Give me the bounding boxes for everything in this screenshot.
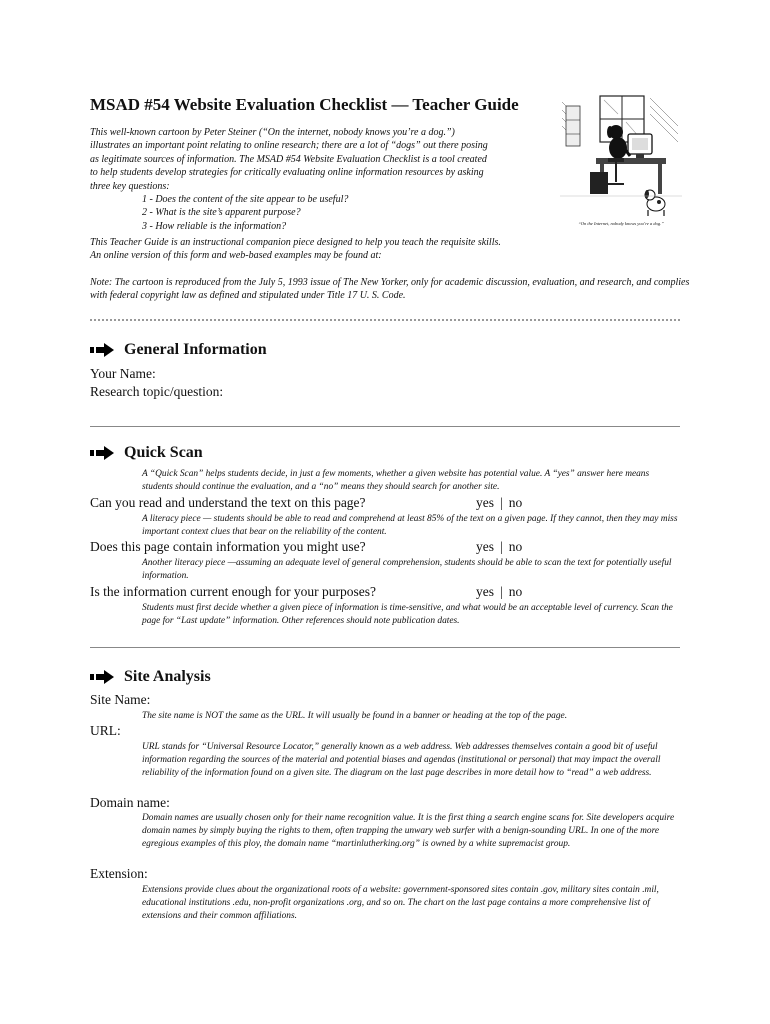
- intro-line: three key questions:: [90, 180, 170, 192]
- key-question: 1 - Does the content of the site appear to be useful?: [142, 194, 349, 206]
- no-option: no: [508, 495, 523, 510]
- cartoon-caption: “On the Internet, nobody knows you’re a dog.”: [578, 221, 664, 226]
- section-divider: [90, 426, 680, 427]
- yes-option: yes: [476, 495, 494, 510]
- no-option: no: [508, 584, 523, 599]
- arrow-right-icon: [90, 343, 114, 357]
- intro-line: as legitimate sources of information. The MSAD #54 Website Evaluation Checklist is a tool created: [90, 153, 487, 165]
- general-information-heading: [90, 339, 267, 361]
- copyright-note: Note: The cartoon is reproduced from the July 5, 1993 issue of The New Yorker, only for academic discussion, evaluation, and research, and complies with federal copyright law as defined and stipulated under Title 17 U. S. Code.: [90, 277, 690, 302]
- page-title: MSAD #54 Website Evaluation Checklist — Teacher Guide: [90, 95, 519, 114]
- site-name-field-label: Site Name:: [90, 692, 151, 707]
- intro-companion-text: [90, 236, 690, 263]
- yes-no-choice: [476, 584, 522, 600]
- quick-scan-help: A literacy piece — students should be able to read and comprehend at least 85% of the text on a given page. If they cannot, then they may miss important context clues that bear on the reliability of the content.: [142, 514, 678, 538]
- quick-scan-help: Students must first decide whether a given piece of information is time-sensitive, and what would be an acceptable level of currency. Scan the page for “Last update” information. Other references should note publication dates.: [142, 603, 673, 627]
- yes-option: yes: [476, 539, 494, 554]
- section-title: Site Analysis: [124, 668, 211, 685]
- extension-help: Extensions provide clues about the organizational roots of a website: government-sponsored sites contain .gov, military sites contain .mil, educational institutions .edu, non-profit organizations .org, and so on. The chart on the last page contains a more comprehensive list of extensions and their common affiliations.: [142, 885, 659, 922]
- key-question: 2 - What is the site’s apparent purpose?: [142, 207, 301, 219]
- intro-text: [90, 126, 560, 233]
- domain-name-field-label: Domain name:: [90, 795, 170, 810]
- no-option: no: [508, 539, 523, 554]
- quick-scan-question: Can you read and understand the text on this page?: [90, 495, 366, 510]
- section-divider: [90, 319, 680, 321]
- url-field-label: URL:: [90, 723, 121, 738]
- domain-name-help: Domain names are usually chosen only for their name recognition value. It is the first thing a search engine scans for. Site developers acquire domain names by simply buying the rights to them, often trapping the unwary web surfer with a benign-sounding URL. In one of the more egregious examples of this ploy, the domain name “martinlutherking.org” is owned by a white supremacist group.: [142, 813, 675, 850]
- intro-line: illustrates an important point relating to online research; there are a lot of “dogs” out there posing: [90, 140, 488, 152]
- yes-no-choice: [476, 539, 522, 555]
- quick-scan-question: Does this page contain information you might use?: [90, 539, 366, 554]
- key-question: 3 - How reliable is the information?: [142, 220, 287, 232]
- choice-separator: |: [500, 495, 503, 510]
- intro-line: to help students develop strategies for critically evaluating online information resources by asking: [90, 167, 484, 179]
- quick-scan-heading: [90, 442, 203, 464]
- section-title: Quick Scan: [124, 444, 203, 461]
- yes-option: yes: [476, 584, 494, 599]
- extension-field-label: Extension:: [90, 866, 148, 881]
- your-name-field-label: Your Name:: [90, 366, 156, 381]
- section-divider: [90, 647, 680, 648]
- url-help: URL stands for “Universal Resource Locator,” generally known as a web address. Web addresses themselves contain a good bit of useful information regarding the sources of the material and potential biases and agendas (institutional or personal) that may impact the overall reliability of the information found on a given site. The diagram on the last page describes in more detail how to “read” a web address.: [142, 742, 661, 779]
- arrow-right-icon: [90, 670, 114, 684]
- site-analysis-heading: [90, 666, 211, 688]
- dog-cartoon-illustration: [560, 92, 682, 220]
- yes-no-choice: [476, 495, 522, 511]
- choice-separator: |: [500, 584, 503, 599]
- quick-scan-intro: A “Quick Scan” helps students decide, in just a few moments, whether a given website has potential value. A “yes” answer here means students should continue the evaluation, and a “no” means they should search for another site.: [142, 469, 650, 493]
- research-topic-field-label: Research topic/question:: [90, 384, 224, 399]
- arrow-right-icon: [90, 446, 114, 460]
- choice-separator: |: [500, 539, 503, 554]
- intro-line: This Teacher Guide is an instructional companion piece designed to help you teach the requisite skills.: [90, 237, 501, 248]
- quick-scan-help: Another literacy piece —assuming an adequate level of general comprehension, students should be able to scan the text for potentially useful information.: [142, 558, 672, 582]
- intro-line: An online version of this form and web-based examples may be found at:: [90, 250, 382, 262]
- quick-scan-question: Is the information current enough for your purposes?: [90, 584, 377, 599]
- site-name-help: The site name is NOT the same as the URL. It will usually be found in a banner or heading at the top of the page.: [142, 711, 568, 721]
- section-title: General Information: [124, 341, 267, 358]
- intro-line: This well-known cartoon by Peter Steiner (“On the internet, nobody knows you’re a dog.”): [90, 127, 455, 138]
